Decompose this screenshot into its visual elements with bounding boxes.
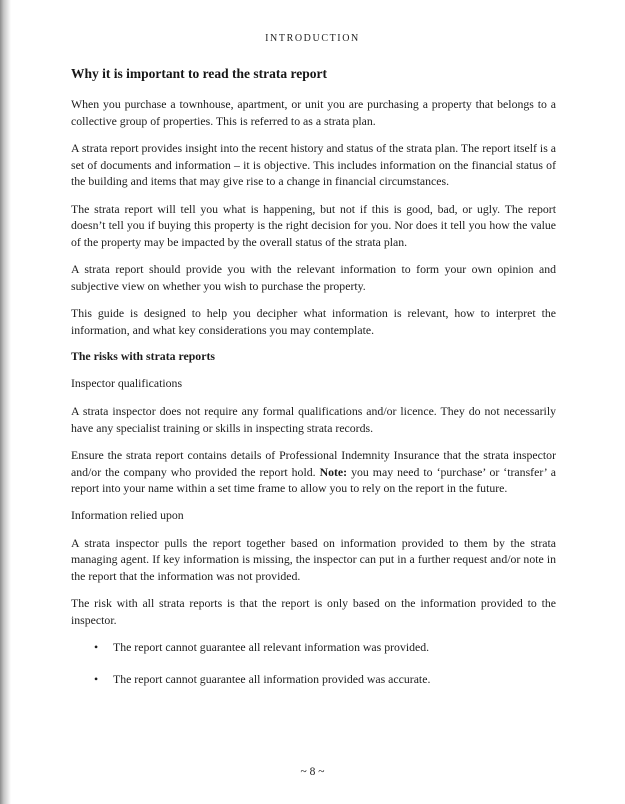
page-content [71, 66, 556, 702]
paragraph-2: A strata report provides insight into the recent history and status of the strata plan. The report itself is a set of documents and information – it is objective. This includes information on the financial status of the building and items that may give rise to a change in financial circumstances. [71, 141, 556, 189]
paragraph-7-text: Ensure the strata report contains details of Professional Indemnity Insurance that the strata inspector and/or the company who provided the report hold. [71, 448, 556, 479]
paragraph-9: The risk with all strata reports is that the report is only based on the information provided to the inspector. [71, 596, 556, 627]
risks-subheading: The risks with strata reports [71, 349, 215, 364]
page-scan-shadow [0, 0, 11, 804]
paragraph-8: A strata inspector pulls the report together based on information provided to them by the strata managing agent. If key information is missing, the inspector can put in a further request and/or note in the report that the information was not provided. [71, 535, 556, 583]
note-label: Note: [319, 464, 348, 479]
bullet-item: • The report cannot guarantee all relevant information was provided. [71, 639, 556, 656]
paragraph-5: This guide is designed to help you decipher what information is relevant, how to interpret the information, and what key considerations you may contemplate. [71, 306, 556, 337]
section-title: Why it is important to read the strata report [71, 66, 327, 81]
paragraph-7 [71, 447, 556, 497]
information-relied-upon-subheading: Information relied upon [71, 507, 184, 522]
paragraph-1: When you purchase a townhouse, apartment, or unit you are purchasing a property that belongs to a collective group of properties. This is referred to as a strata plan. [71, 97, 556, 128]
paragraph-7-text-after-note: you may need to ‘purchase’ or ‘transfer’ a report into your name within a set time frame to allow you to rely on the report in the future. [71, 464, 556, 496]
page-number: ~ 8 ~ [300, 766, 325, 778]
bullet-item: • The report cannot guarantee all information provided was accurate. [71, 671, 556, 688]
running-header: INTRODUCTION [265, 33, 360, 44]
paragraph-4: A strata report should provide you with the relevant information to form your own opinion and subjective view on whether you wish to purchase the property. [71, 262, 556, 293]
paragraph-3: The strata report will tell you what is happening, but not if this is good, bad, or ugly. The report doesn’t tell you if buying this property is the right decision for you. Nor does it tell you how the value of the property may be impacted by the overall status of the strata plan. [71, 201, 556, 249]
inspector-qualifications-subheading: Inspector qualifications [71, 376, 183, 391]
paragraph-6: A strata inspector does not require any formal qualifications and/or licence. They do not necessarily have any specialist training or skills in inspecting strata records. [71, 404, 556, 435]
bullet-list [71, 639, 556, 687]
